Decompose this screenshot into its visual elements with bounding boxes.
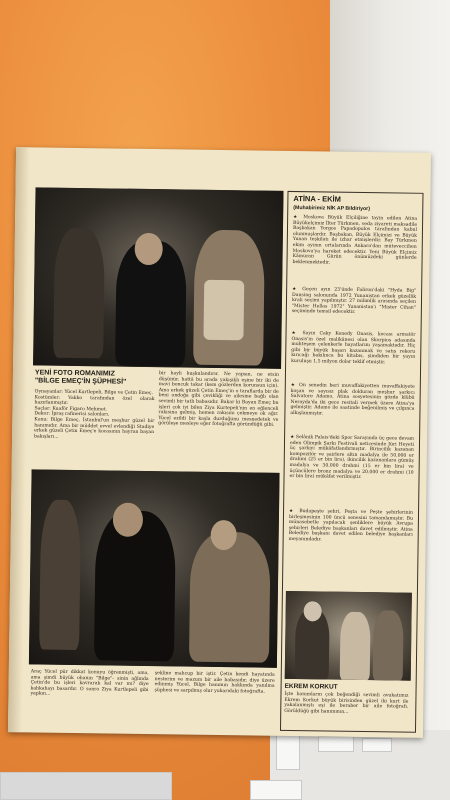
tag-sticker-right bbox=[362, 738, 392, 752]
sidebar-title: ATİNA - EKİM bbox=[293, 194, 341, 204]
photo2-figure-woman bbox=[189, 532, 271, 663]
story-headline-line-1: YENİ FOTO ROMANIMIZ bbox=[34, 369, 115, 378]
photo2-figure-left bbox=[39, 500, 81, 651]
bottom-caption-right: şekline mahcup bir iştir. Çetin kendi hayatında nesterim ve mazum bir aile babasıdır, diye üzere edinmiş Yücel, Bilge hanımın hakkında yanılma şüphesi ve sarpılmış olur yukarıdaki fotoğrafta. bbox=[154, 671, 275, 695]
plastic-strip bbox=[0, 772, 172, 800]
story-headline bbox=[35, 369, 150, 387]
story-headline-line-2: "BİLGE EMEÇ'İN ŞÜPHESİ" bbox=[34, 377, 127, 386]
photo-dress-pattern bbox=[203, 280, 244, 341]
sidebar-byline: (Muhabirimiz NİK AP Bildiriyor) bbox=[293, 205, 370, 213]
bottom-caption-left: Araç Yücel pür dikkat konuyu öğrenmişti, ama, ama şimdi büyük ohanın "Bilge"- sinin ağlında Çetin'de bu işleri kavrarak kal var mı? diye kahkahayı basardır. O sonra Ziya Kurtlepeli gibi yapkın... bbox=[30, 669, 149, 698]
small-label-sticker bbox=[250, 780, 302, 800]
sidebar-paragraph-1: ★ Moskova Büyük Elçiliğine tayin edilen Atina Büyükelçimiz İlter Türkmen, veda ziyareti maksadile Başbakan Yorgos Papadopulos tarafından kabul olunmuşlardır. Başbakan, Büyük Elçimizi ve Büyük Yunan teşkilatı ile izhar etmişlerdir. Bay Türkmen ekim ayının ortalarında Ankara'dan müteveccihen Moskova'ya hareket edecektir. Yeni Büyük Elçimiz Kâmuran Gürün önümüzdeki günlerde beklenmektedir. bbox=[292, 215, 419, 266]
sidebar-paragraph-3: ★ Sayın Caky Kenedy Onasis, kocası armatör Onasis'in özel malikânesi olan Skorpios adasında muhteşem çelenkerle hayatlarını yaşamaktadır. Hiç gibi bir büyük başarı kazanmak ve satış rekoru kırıcağı bakılınca bu kitabıs, şimdiden bir yayın kuruluşu 1,5 milyon dolar teklif etmiştir. bbox=[291, 330, 418, 366]
sidebar-paragraph-6: ★ Budapeşte şehri, Peşta ve Peşte şehirlerinin birleşmesinin 100 üncü senesini tamamlamıştır. Bu münasebetle yapılacak şenliklere büyük Avrupa şehirleri Belediye başkanları davet edilmiştir. Atina Belediye başkanı davet edilen belediye başkanları meyanındadır. bbox=[288, 508, 415, 543]
magazine-page bbox=[8, 147, 431, 738]
sidebar-photo-figure-woman-2 bbox=[373, 610, 404, 680]
sidebar-paragraph-4: ★ On senedin beri muvaffakiyetten muvaffakiyete koşan ve sayısız plak dolduran meşhur şarkıcı Salvatore Adamo, Atina sosyetesinin gözde klübü Nerayda'da iki gece resitali vermek üzere Atina'ya gelmiştir. Adamo ile saatinde beğenilmiş ve çılgınca alkışlanmıştır. bbox=[290, 382, 417, 417]
tag-sticker-mid bbox=[318, 736, 354, 752]
sidebar-photo-caption: İşte hanımların çok beğendiği sevimli avukatımız Ekrem Korkut büyük birisinden güzel iki kurt ile yakalanmıştı eşi ile beraber bir aile fotoğrafı. Görüldüğü gibi hanımının... bbox=[284, 691, 409, 715]
sidebar-paragraph-2: ★ Geçen ayın 23'ünde Faliron'daki "Hyda Big" Dansing salonunda 1972 Yunanistan erkek güzellik kralı seçimi yapılmıştır. 27 milimlik arasında seçilen "Mister Hellas 1972" Yunanistan'ı "Mister Cihan" seçiminde temsil edecektir. bbox=[291, 286, 418, 316]
bottom-party-photo bbox=[29, 469, 280, 667]
sidebar-photo-headline: EKREM KORKUT bbox=[284, 682, 338, 691]
sidebar-photo bbox=[285, 591, 412, 681]
sidebar-photo-figure-woman-1 bbox=[340, 612, 371, 680]
story-middle-text: bir hayli kuşkulandırır. Ne yapsın, ne etsin düşünür, hattâ bu arada yakışıklı eşine bir iki de mavi boncuk takar (kem gözlerden korunsun için). Ama erkek güzeli Çetin Emeç'in o taraflarda bir de beni ondoğa gibi çevikliği ve ailesine bağlı olan sevimli bir tatlı babasıdır. Bakar ki Bayan Emeç bu işleri çok iyi bilen Ziya Kurtepeli'nin en eğlenceli rakısına gelmiş, hemen rakısını çekmeye ok ağır. Yücel ezildi bir kaşla durduğunu mesnedetek ve görüleşe mesleye eğer fotoğrafta göründüğü gibi. bbox=[158, 371, 281, 429]
top-party-photo bbox=[33, 187, 283, 368]
sidebar-paragraph-5: ★ Selânik Palais'deki Spor Sarayında üç gece devam eden Olimpik Şarkı Festivali neticesinde Jüri Heyeti üç şarkıyı mükâfatlandırmıştır. Birincilik kazanan kompozitör ve şairlere altın madalya ile 50.000 er drahmi (25 er bin lira), ikincilik kazananlara gümüş madalya ve 30.000 drahmi (15 er bin lira) ve üçüncülere bronz madalya ve 20.000 er drahmi (10 er bin lira) mükâfat verilmiştir. bbox=[289, 434, 416, 481]
photo-figure-left bbox=[53, 228, 105, 359]
story-credits-text: Oynayanlar: Yücel Kurtlepeli, Bilge ve Çetin Emeç. Kostümler: Vakko tarafından özel olarak hazırlanmıştır. Saçlar: Kuaför Figaro Mehmet. Dekor: İpraş rafinerisi salonları. Konu: Bilge Emeç, İstanbul'un meşhur güzel bir hanımıdır. Ama bir müddet evvel evlendiği Stadiye erkek güzeli Çetin Emeç'e kocasının hayran bayan bakışları... bbox=[34, 389, 157, 440]
